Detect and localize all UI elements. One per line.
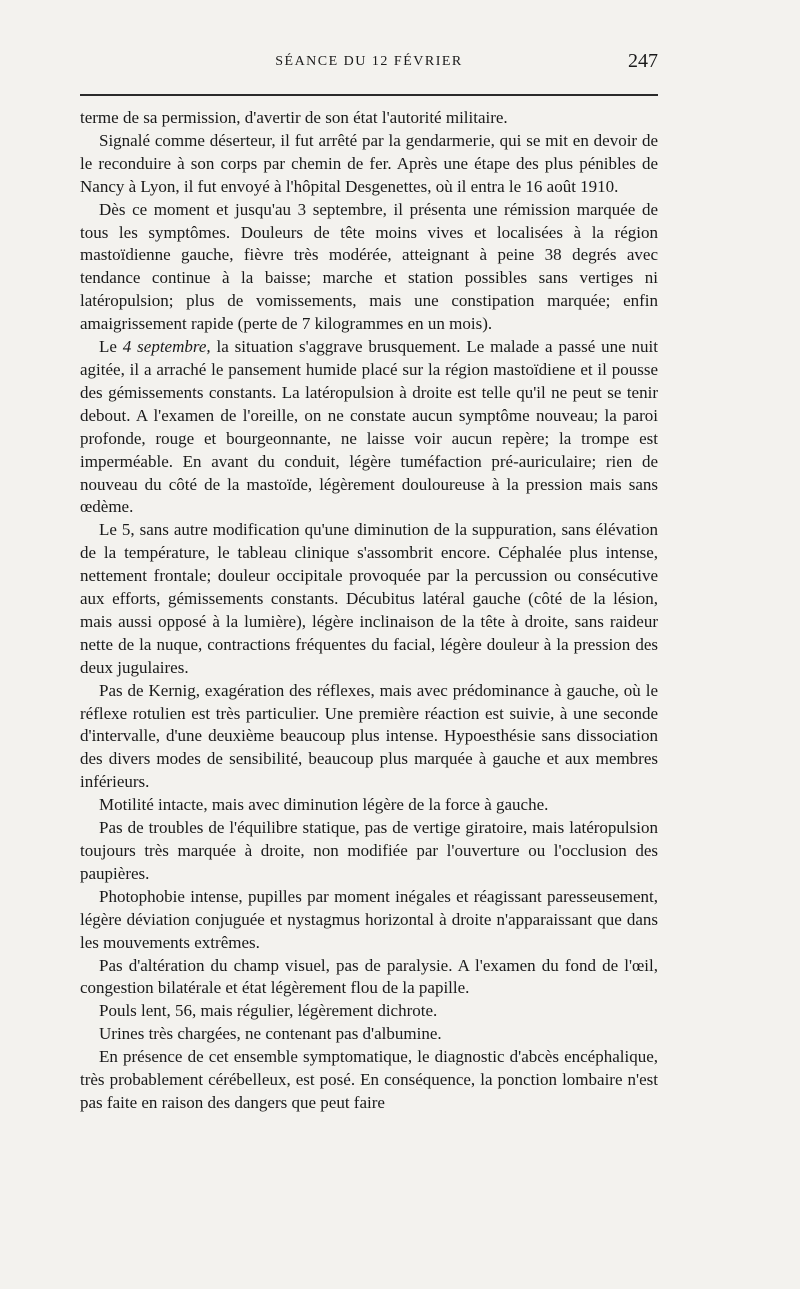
running-title: SÉANCE DU 12 FÉVRIER — [275, 54, 463, 69]
paragraph: En présence de cet ensemble symptomatique, le diagnostic d'abcès encéphalique, très probablement cérébelleux, est posé. En conséquence, la ponction lombaire n'est pas faite en raison des dangers que peut faire — [80, 1047, 658, 1112]
paragraph: Pas de troubles de l'équilibre statique, pas de vertige giratoire, mais latéropulsion toujours très marquée à droite, non modifiée par l'ouverture ou l'occlusion des paupières. — [80, 818, 658, 883]
paragraph: Le 5, sans autre modification qu'une diminution de la suppuration, sans élévation de la température, le tableau clinique s'assombrit encore. Céphalée plus intense, nettement frontale; douleur occipitale provoquée par la percussion ou consécutive aux efforts, gémissements constants. Décubitus latéral gauche (côté de la lésion, mais aussi opposé à la lumière), légère inclinaison de la tête à droite, sans raideur nette de la nuque, contractions fréquentes du facial, légère douleur à la pression des deux jugulaires. — [80, 520, 658, 677]
italic-date: 4 septembre, — [122, 337, 211, 357]
paragraph: terme de sa permission, d'avertir de son état l'autorité militaire. — [80, 108, 508, 127]
paragraph-rest: la situation s'aggrave brusquement. Le malade a passé une nuit agitée, il a arraché le pansement humide placé sur la région mastoïdiene et il pousse des gémissements constants. La latéropulsion à droite est telle qu'il ne peut se tenir debout. A l'examen de l'oreille, on ne constate aucun symptôme nouveau; la paroi profonde, rouge et bourgeonnante, ne laisse voir aucun repère; la trompe est imperméable. En avant du conduit, légère tuméfaction pré-auriculaire; rien de nouveau du côté de la mastoïde, légèrement douloureuse à la pression mais sans œdème. — [80, 337, 658, 517]
paragraph: Urines très chargées, ne contenant pas d'albumine. — [99, 1024, 442, 1044]
page-header — [80, 48, 658, 80]
header-rule — [80, 94, 658, 96]
paragraph: Photophobie intense, pupilles par moment inégales et réagissant paresseusement, légère déviation conjuguée et nystagmus horizontal à droite n'apparaissant que dans les mouvements extrêmes. — [80, 886, 658, 952]
body-text — [80, 107, 658, 1115]
paragraph-prefix: Le — [99, 337, 123, 357]
paragraph: Signalé comme déserteur, il fut arrêté par la gendarmerie, qui se mit en devoir de le reconduire à son corps par chemin de fer. Après une étape des plus pénibles de Nancy à Lyon, il fut envoyé à l'hôpital Desgenettes, où il entra le 16 août 1910. — [80, 130, 658, 196]
page-number: 247 — [628, 50, 658, 72]
paragraph: Dès ce moment et jusqu'au 3 septembre, il présenta une rémission marquée de tous les symptômes. Douleurs de tête moins vives et localisées à la région mastoïdienne gauche, fièvre très modérée, atteignant à peine 38 degrés avec tendance continue à la baisse; marche et station possibles sans vertiges ni latéropulsion; plus de vomissements, mais une constipation marquée; enfin amaigrissement rapide (perte de 7 kilogrammes en un mois). — [80, 199, 658, 334]
paragraph: Pas d'altération du champ visuel, pas de paralysie. A l'examen du fond de l'œil, congestion bilatérale et état légèrement flou de la papille. — [80, 955, 658, 998]
paragraph: Motilité intacte, mais avec diminution légère de la force à gauche. — [99, 795, 549, 815]
paragraph: Pas de Kernig, exagération des réflexes, mais avec prédominance à gauche, où le réflexe rotulien est très particulier. Une première réaction est suivie, à une seconde d'intervalle, d'une deuxième beaucoup plus intense. Hypoesthésie sans dissociation des divers modes de sensibilité, beaucoup plus marquée à gauche et aux membres inférieurs. — [80, 680, 658, 792]
paragraph — [80, 336, 658, 519]
paragraph: Pouls lent, 56, mais régulier, légèrement dichrote. — [99, 1001, 438, 1021]
